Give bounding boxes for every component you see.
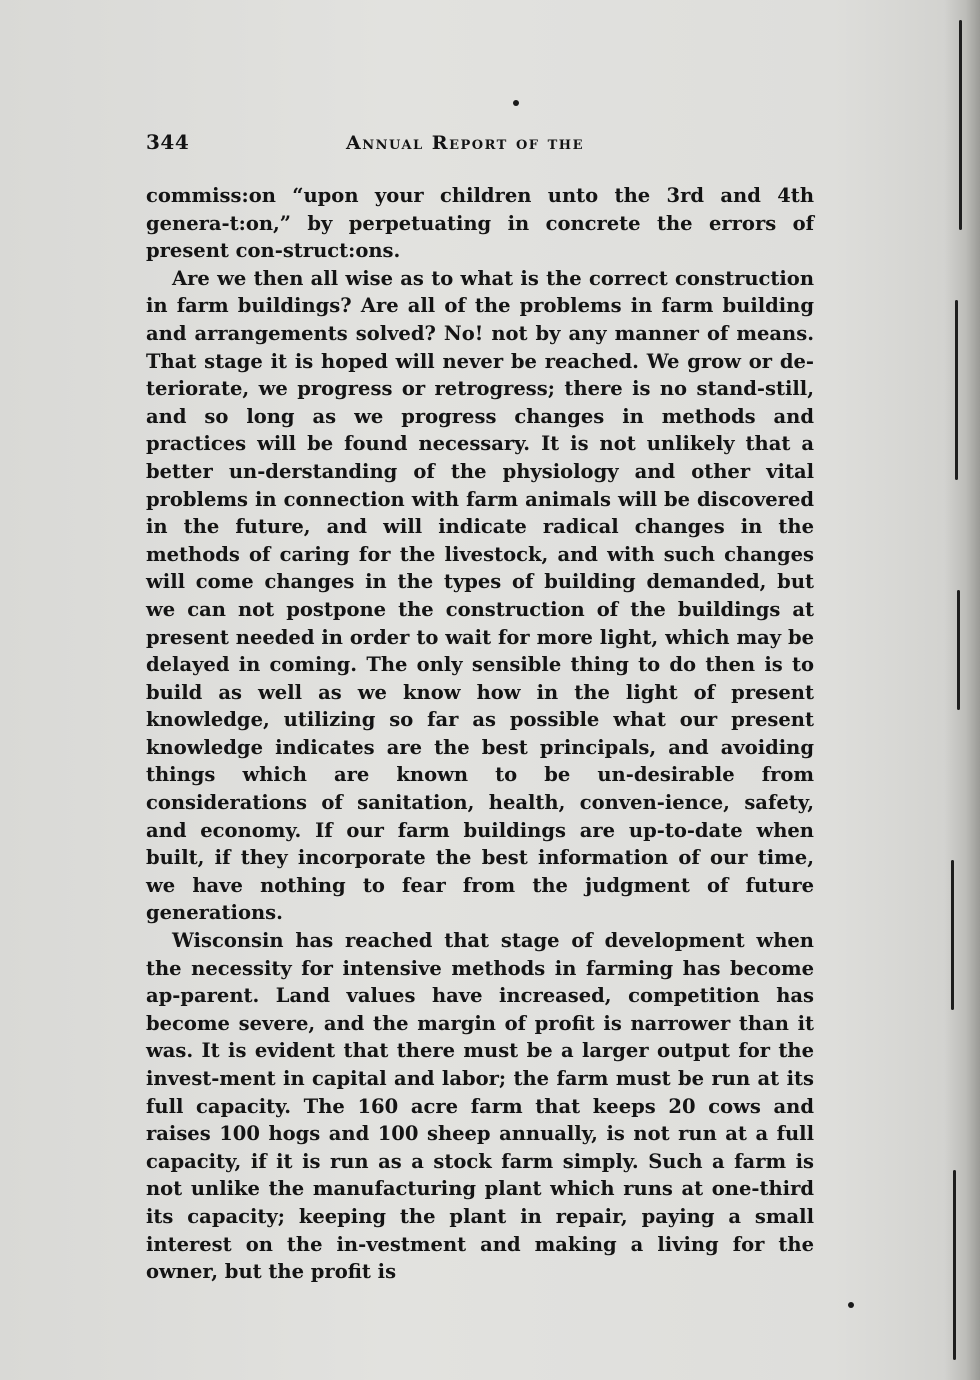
- ink-dot: [848, 1302, 854, 1308]
- spine-mark: [953, 1170, 956, 1360]
- paragraph-farm-buildings: Are we then all wise as to what is the correct construction in farm buildings? Are all of the problems in farm building and arrangements solved? No! not by any manner of means. That stage it is hoped will never be reached. We grow or de-teriorate, we progress or retrogress; there is no stand-still, and so long as we progress changes in methods and practices will be found necessary. It is not unlikely that a better un-derstanding of the physiology and other vital problems in connection with farm animals will be discovered in the future, and will indicate radical changes in the methods of caring for the livestock, and with such changes will come changes in the types of building demanded, but we can not postpone the construction of the buildings at present needed in order to wait for more light, which may be delayed in coming. The only sensible thing to do then is to build as well as we know how in the light of present knowledge, utilizing so far as possible what our present knowledge indicates are the best principals, and avoiding things which are known to be un-desirable from considerations of sanitation, health, conven-ience, safety, and economy. If our farm buildings are up-to-date when built, if they incorporate the best information of our time, we have nothing to fear from the judgment of future generations.: [146, 266, 814, 925]
- body-text: [146, 182, 814, 1286]
- running-head: Annual Report of the: [346, 132, 584, 154]
- spine-mark: [957, 590, 960, 710]
- page-number: 344: [146, 130, 190, 154]
- paragraph-wisconsin: Wisconsin has reached that stage of development when the necessity for intensive methods in farming has become ap-parent. Land values have increased, competition has become severe, and the margin of profit is narrower than it was. It is evident that there must be a larger output for the invest-ment in capital and labor; the farm must be run at its full capacity. The 160 acre farm that keeps 20 cows and raises 100 hogs and 100 sheep annually, is not run at a full capacity, if it is run as a stock farm simply. Such a farm is not unlike the manufacturing plant which runs at one-third its capacity; keeping the plant in repair, paying a small interest on the in-vestment and making a living for the owner, but the profit is: [146, 929, 814, 1284]
- ink-dot: [513, 100, 519, 106]
- book-spine-edge: [944, 0, 980, 1380]
- spine-mark: [959, 20, 962, 230]
- spine-mark: [951, 860, 954, 1010]
- paragraph-continued: commiss:on “upon your children unto the 3rd and 4th genera-t:on,” by perpetuating in concrete the errors of present con-struct:ons.: [146, 184, 814, 263]
- page-header: [146, 130, 816, 160]
- spine-mark: [955, 300, 958, 480]
